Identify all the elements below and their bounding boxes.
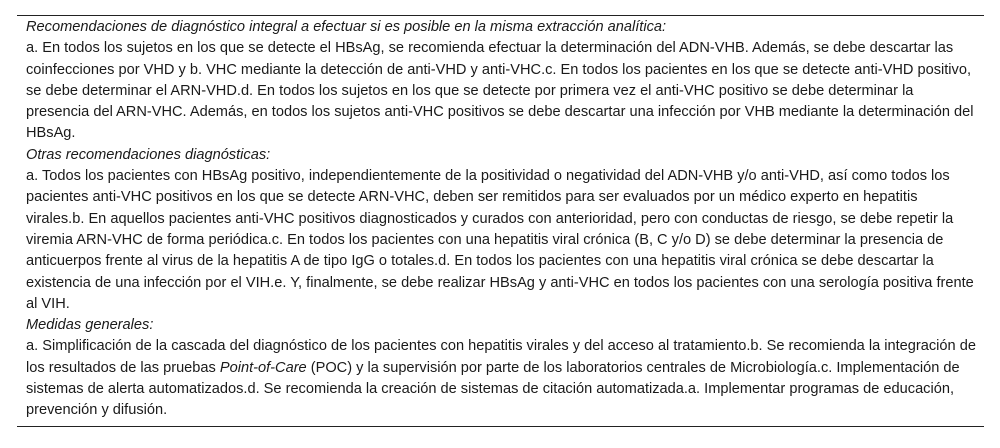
medidas-text-before: a. Simplificación de la cascada del diagnóstico de los pacientes con hepatitis virales y del acceso al tratamiento.b. Se recomienda la integración de los resultados de las pruebas <box>26 338 976 376</box>
recommendations-table <box>17 15 984 427</box>
section-heading-diagnostico-integral: Recomendaciones de diagnóstico integral a efectuar si es posible en la misma extracción analítica: <box>26 19 667 35</box>
section-body-diagnostico-integral: a. En todos los sujetos en los que se detecte el HBsAg, se recomienda efectuar la determinación del ADN-VHB. Además, se debe descartar las coinfecciones por VHD y b. VHC mediante la detección de anti-VHD y anti-VHC.c. En todos los pacientes en los que se detecte anti-VHD positivo, se debe determinar el ARN-VHD.d. En todos los sujetos en los que se detecte por primera vez el anti-VHC positivo se debe determinar la presencia del ARN-VHC. Además, en todos los sujetos anti-VHC positivos se debe descartar una infección por VHB mediante la determinación del HBsAg. <box>26 40 974 142</box>
section-body-otras-recomendaciones: a. Todos los pacientes con HBsAg positivo, independientemente de la positividad o negatividad del ADN-VHB y/o anti-VHD, así como todos los pacientes anti-VHC positivos en los que se detecte ARN-VHC, deben ser remitidos para ser evaluados por un médico experto en hepatitis virales.b. En aquellos pacientes anti-VHC positivos diagnosticados y curados con anterioridad, pero con conductas de riesgo, se debe repetir la viremia ARN-VHC de forma periódica.c. En todos los pacientes con una hepatitis viral crónica (B, C y/o D) se debe determinar la presencia de anticuerpos frente al virus de la hepatitis A de tipo IgG o totales.d. En todos los pacientes con una hepatitis viral crónica se debe descartar la existencia de una infección por el VIH.e. Y, finalmente, se debe realizar HBsAg y anti-VHC en todos los pacientes con una serología positiva frente al VIH. <box>26 168 974 312</box>
medidas-text-after: (POC) y la supervisión por parte de los laboratorios centrales de Microbiología.c. Implementación de sistemas de alerta automatizados.d. Se recomienda la creación de sistemas de citación automatizada.a. Implementar programas de educación, prevención y difusión. <box>26 359 960 419</box>
section-heading-medidas-generales: Medidas generales: <box>26 317 154 334</box>
medidas-text-italic: Point-of-Care <box>219 359 307 376</box>
section-body-medidas-generales <box>17 336 984 425</box>
section-heading-otras-recomendaciones: Otras recomendaciones diagnósticas: <box>26 146 271 163</box>
